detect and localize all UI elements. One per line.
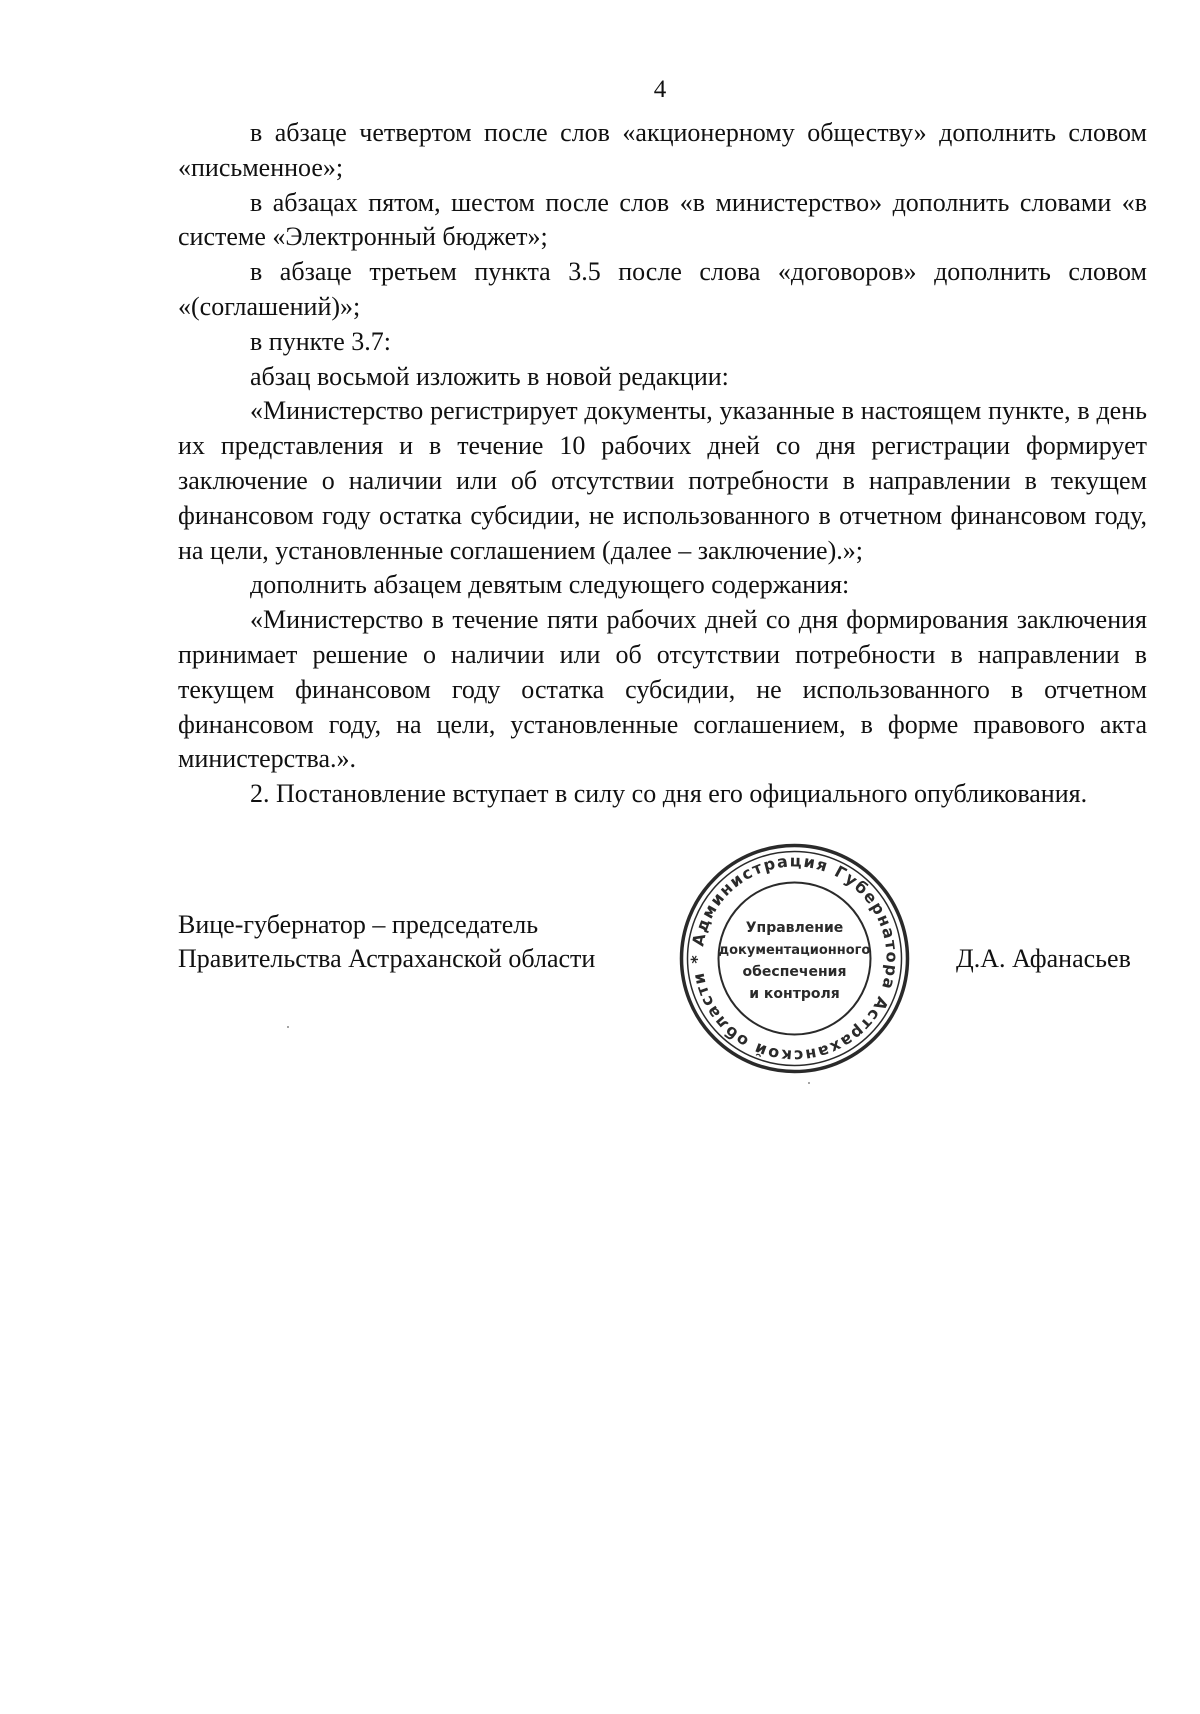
signatory-title <box>178 908 595 976</box>
paragraph: в пункте 3.7: <box>250 326 392 356</box>
paragraph: в абзаце третьем пункта 3.5 после слова «договоров» дополнить словом «(соглашений)»; <box>178 257 1147 321</box>
seal-outer-ring <box>682 846 908 1072</box>
paragraph: дополнить абзацем девятым следующего содержания: <box>250 570 850 600</box>
signatory-title-line: Правительства Астраханской области <box>178 944 596 973</box>
signatory-name: Д.А. Афанасьев <box>956 944 1131 973</box>
paragraph: в абзаце четвертом после слов «акционерному обществу» дополнить словом «письменное»; <box>178 118 1147 182</box>
page-number: 4 <box>653 76 667 103</box>
paragraph: «Министерство в течение пяти рабочих дней со дня формирования заключения принимает решение о наличии или об отсутствии потребности в направлении в текущем финансовом году остатка субсидии, не использованного в отчетном финансовом году, на цели, установленные соглашением, в форме правового акта министерства.». <box>178 605 1147 774</box>
seal-inner-text: Управление <box>745 920 844 936</box>
scan-speck <box>287 1026 289 1028</box>
signatory-title-line: Вице-губернатор – председатель <box>178 910 539 939</box>
document-body <box>178 116 1147 812</box>
paragraph: «Министерство регистрирует документы, указанные в настоящем пункте, в день их представления и в течение 10 рабочих дней со дня регистрации формирует заключение о наличии или об отсутствии потребности в направлении в текущем финансовом году остатка субсидии, не использованного в отчетном финансовом году, на цели, установленные соглашением (далее – заключение).»; <box>178 396 1147 565</box>
seal-inner-text: обеспечения <box>742 964 847 980</box>
seal-inner-ring <box>719 883 871 1035</box>
seal-outer-text-path: Администрация Губернатора Астраханской области * <box>687 851 902 1066</box>
paragraph: в абзацах пятом, шестом после слов «в министерство» дополнить словами «в системе «Электронный бюджет»; <box>178 187 1147 252</box>
official-seal <box>678 842 911 1075</box>
seal-outer-text <box>687 851 901 1065</box>
seal-inner-text: и контроля <box>749 986 840 1002</box>
scan-speck <box>808 1082 810 1084</box>
seal-inner-text: документационного <box>718 943 871 958</box>
paragraph: 2. Постановление вступает в силу со дня его официального опубликования. <box>250 779 1088 809</box>
paragraph: абзац восьмой изложить в новой редакции: <box>250 361 729 391</box>
